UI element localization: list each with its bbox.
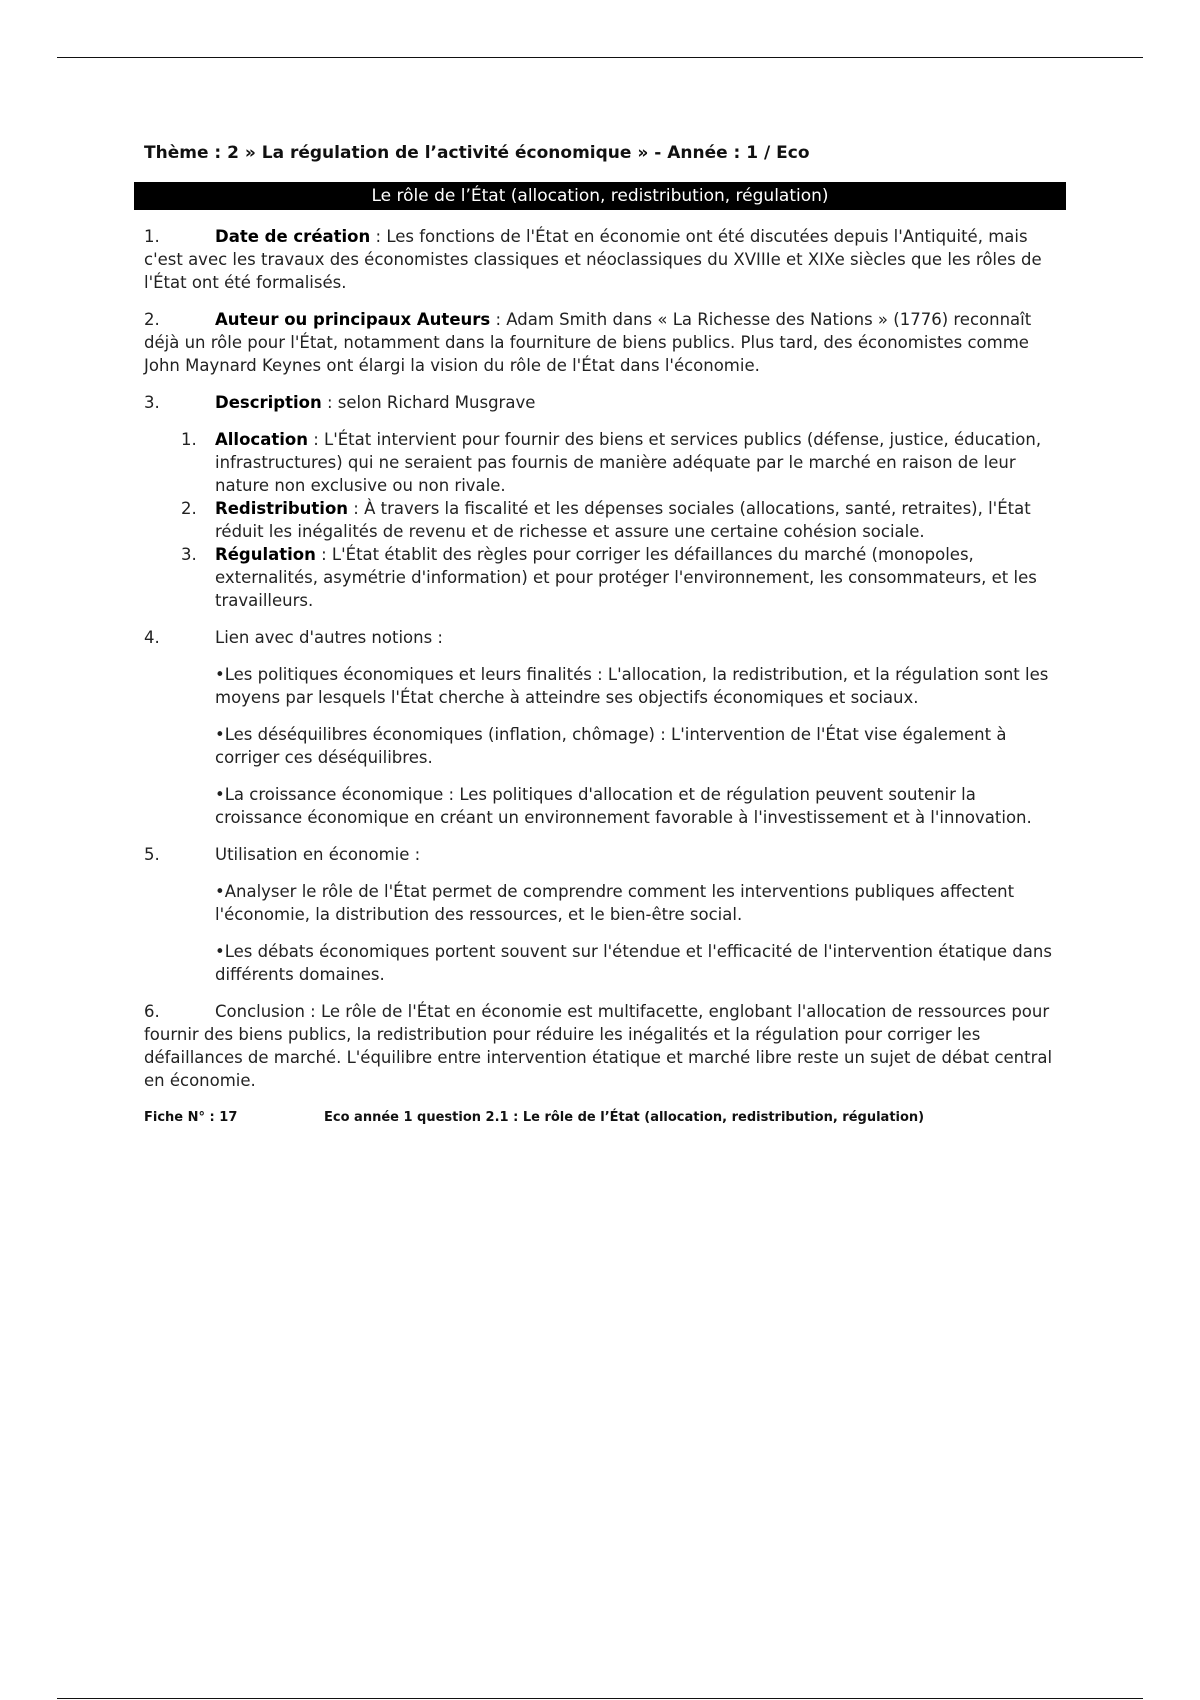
section-number: 5. <box>144 845 160 864</box>
list-item-text: : L'État établit des règles pour corriger les défaillances du marché (monopoles, externalités, asymétrie d'information) et pour protéger l'environnement, les consommateurs, et les travailleurs. <box>215 545 1037 610</box>
section-description <box>144 391 1064 414</box>
list-item-allocation <box>144 428 1064 497</box>
section-text: Lien avec d'autres notions : <box>215 628 443 647</box>
section-liens <box>144 626 1064 649</box>
list-item-regulation <box>144 543 1064 612</box>
bullet-politiques: •Les politiques économiques et leurs finalités : L'allocation, la redistribution, et la régulation sont les moyens par lesquels l'État cherche à atteindre ses objectifs économiques et sociaux. <box>215 665 1049 707</box>
section-label: Description <box>215 393 322 412</box>
list-item-label: Allocation <box>215 430 308 449</box>
section-text: Utilisation en économie : <box>215 845 421 864</box>
fiche-number: Fiche N° : 17 <box>144 1110 238 1125</box>
bullet-analyser: •Analyser le rôle de l'État permet de comprendre comment les interventions publiques affectent l'économie, la distribution des ressources, et le bien-être social. <box>215 882 1015 924</box>
bullet-desequilibres: •Les déséquilibres économiques (inflation, chômage) : L'intervention de l'État vise également à corriger ces déséquilibres. <box>215 725 1007 767</box>
section-conclusion <box>144 1000 1064 1092</box>
section-text: Conclusion : Le rôle de l'État en économie est multifacette, englobant l'allocation de ressources pour fournir des biens publics, la redistribution pour réduire les inégalités et la régulation pour corriger les défaillances de marché. L'équilibre entre intervention étatique et marché libre reste un sujet de débat central en économie. <box>144 1002 1053 1090</box>
section-number: 2. <box>144 310 160 329</box>
list-item-label: Régulation <box>215 545 316 564</box>
list-item-label: Redistribution <box>215 499 349 518</box>
section-number: 1. <box>144 227 160 246</box>
list-item-text: : À travers la fiscalité et les dépenses sociales (allocations, santé, retraites), l'État réduit les inégalités de revenu et de richesse et assure une certaine cohésion sociale. <box>215 499 1031 541</box>
list-item-number: 3. <box>181 545 197 564</box>
musgrave-functions-list <box>144 428 1064 612</box>
section-text: : selon Richard Musgrave <box>321 393 536 412</box>
list-item-redistribution <box>144 497 1064 543</box>
document-body <box>144 140 1064 1128</box>
bottom-rule <box>57 1698 1143 1699</box>
section-text: : Les fonctions de l'État en économie ont été discutées depuis l'Antiquité, mais c'est avec les travaux des économistes classiques et néoclassiques du XVIIIe et XIXe siècles que les rôles de l'État ont été formalisés. <box>144 227 1042 292</box>
title-banner: Le rôle de l’État (allocation, redistribution, régulation) <box>134 182 1066 210</box>
section-date-creation <box>144 225 1064 294</box>
list-item-number: 1. <box>181 430 197 449</box>
bullet-croissance: •La croissance économique : Les politiques d'allocation et de régulation peuvent soutenir la croissance économique en créant un environnement favorable à l'investissement et à l'innovation. <box>215 785 1032 827</box>
list-item-text: : L'État intervient pour fournir des biens et services publics (défense, justice, éducation, infrastructures) qui ne seraient pas fournis de manière adéquate par le marché en raison de leur nature non exclusive ou non rivale. <box>215 430 1042 495</box>
fiche-question: Eco année 1 question 2.1 : Le rôle de l’État (allocation, redistribution, régulation) <box>324 1110 925 1125</box>
section-label: Date de création <box>215 227 371 246</box>
fiche-footer <box>144 1108 1064 1128</box>
section-text: : Adam Smith dans « La Richesse des Nations » (1776) reconnaît déjà un rôle pour l'État, notamment dans la fourniture de biens publics. Plus tard, des économistes comme John Maynard Keynes ont élargi la vision du rôle de l'État dans l'économie. <box>144 310 1032 375</box>
bullet-debats: •Les débats économiques portent souvent sur l'étendue et l'efficacité de l'intervention étatique dans différents domaines. <box>215 942 1052 984</box>
section-label: Auteur ou principaux Auteurs <box>215 310 491 329</box>
top-rule <box>57 57 1143 58</box>
section-utilisation <box>144 843 1064 866</box>
section-auteurs <box>144 308 1064 377</box>
section-number: 4. <box>144 628 160 647</box>
theme-heading: Thème : 2 » La régulation de l’activité économique » - Année : 1 / Eco <box>144 143 810 163</box>
section-number: 3. <box>144 393 160 412</box>
section-number: 6. <box>144 1002 160 1021</box>
list-item-number: 2. <box>181 499 197 518</box>
